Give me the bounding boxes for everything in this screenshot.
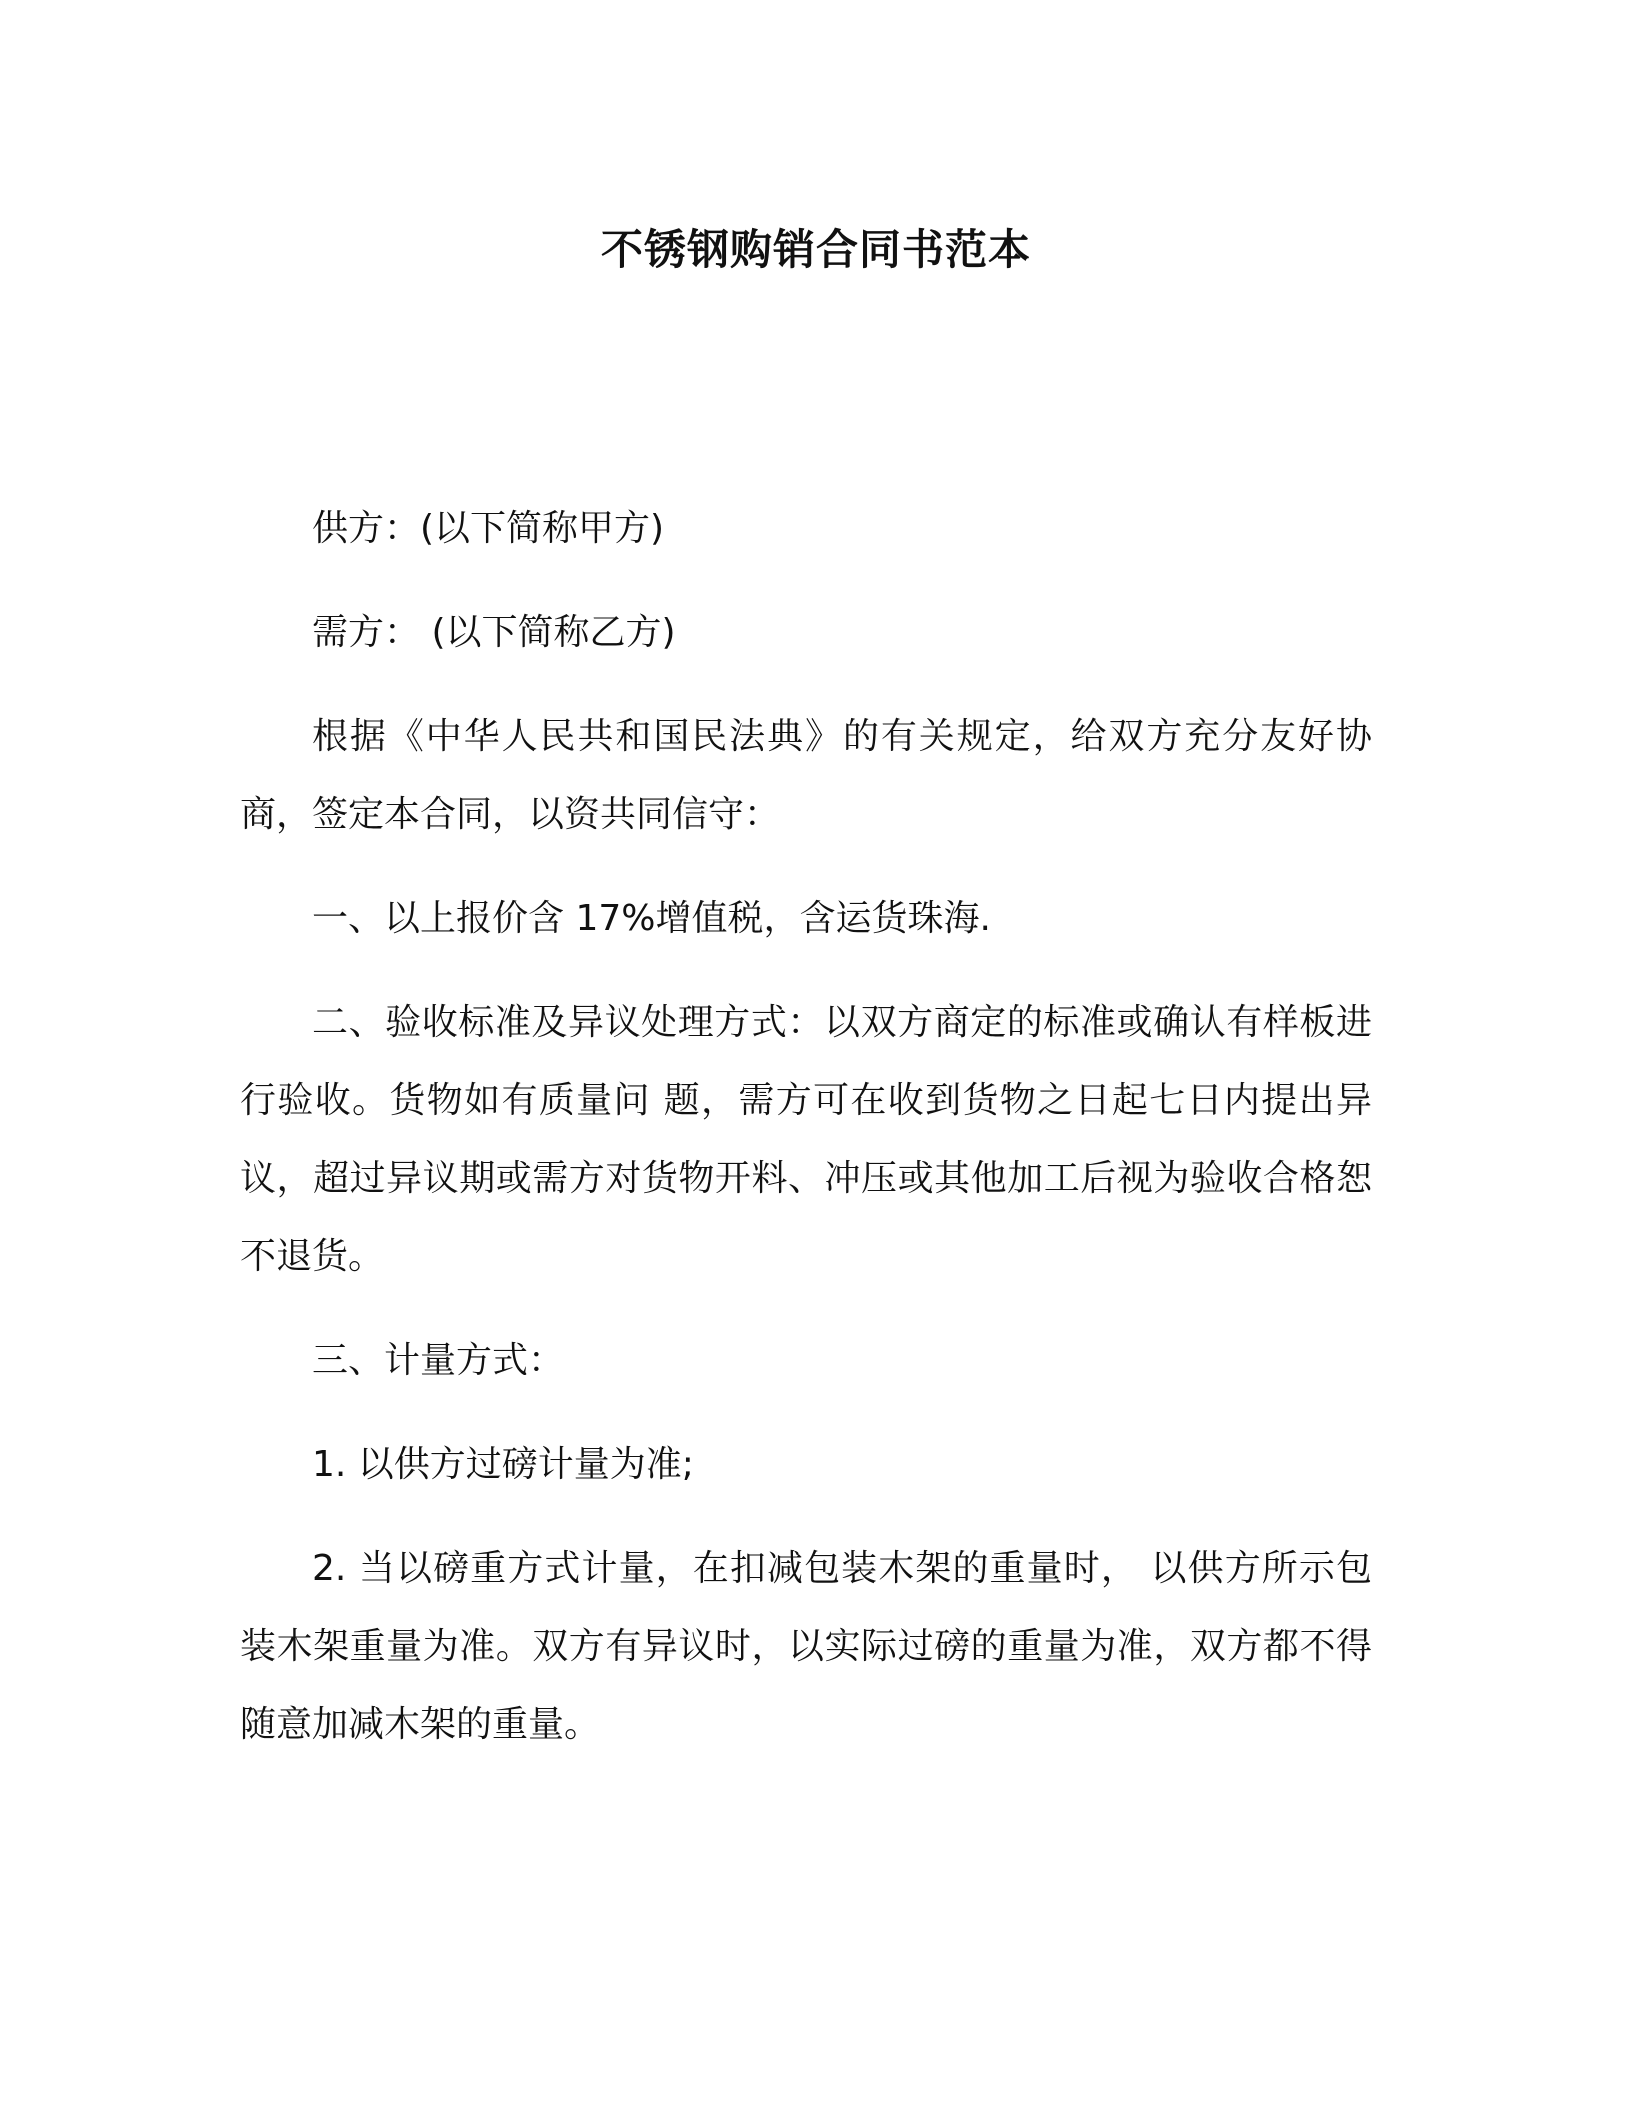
paragraph-supplier: 供方：(以下简称甲方)	[312, 508, 665, 549]
paragraph-clause-3-item-2: 2. 当以磅重方式计量，在扣减包装木架的重量时， 以供方所示包装木架重量为准。双方有异议时，以实际过磅的重量为准，双方都不得随意加减木架的重量。	[240, 1548, 1372, 1745]
paragraph-buyer: 需方： (以下简称乙方)	[312, 612, 676, 653]
paragraph-clause-3: 三、计量方式：	[312, 1340, 565, 1381]
paragraph-clause-2: 二、验收标准及异议处理方式：以双方商定的标准或确认有样板进行验收。货物如有质量问 题，需方可在收到货物之日起七日内提出异议，超过异议期或需方对货物开料、冲压或其他加工后视为验收合格恕不退货。	[240, 1002, 1372, 1277]
document-body	[240, 490, 1372, 1790]
document-title: 不锈钢购销合同书范本	[600, 225, 1031, 274]
paragraph-preamble: 根据《中华人民共和国民法典》的有关规定，给双方充分友好协商，签定本合同，以资共同信守：	[240, 716, 1372, 835]
paragraph-clause-1: 一、以上报价含 17%增值税，含运货珠海.	[312, 898, 991, 939]
paragraph-clause-3-item-1: 1. 以供方过磅计量为准;	[312, 1444, 694, 1485]
